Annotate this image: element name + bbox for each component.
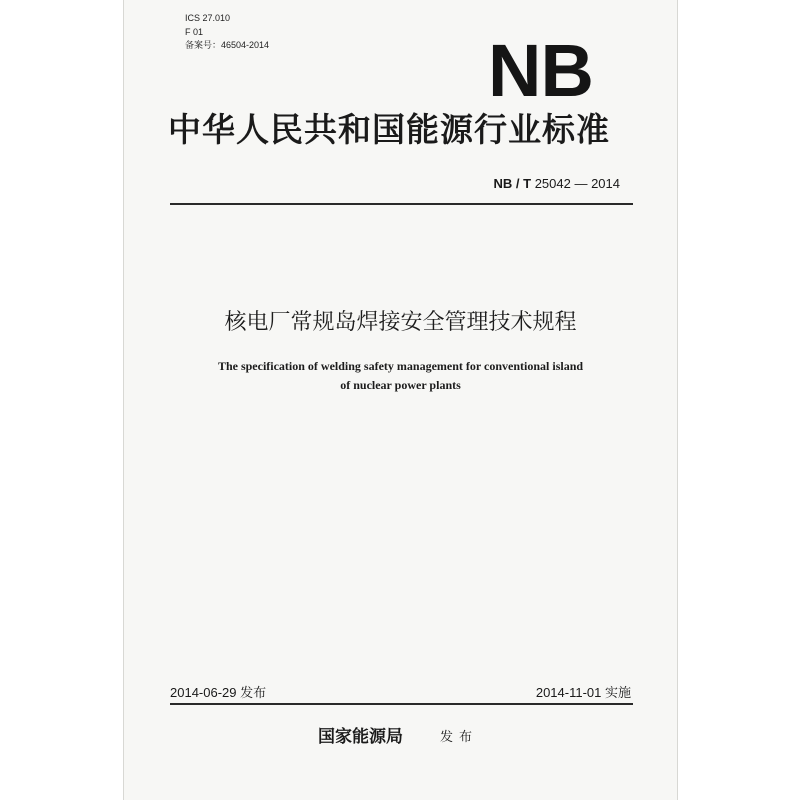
class-code: F 01 <box>185 26 204 37</box>
document-title-en-line2: of nuclear power plants <box>340 378 461 392</box>
document-title-en <box>123 357 678 395</box>
issue-date: 2014-06-29 发布 <box>170 685 267 700</box>
standard-code <box>494 175 620 193</box>
record-number: 备案号：46504-2014 <box>185 40 270 50</box>
publisher-action: 发布 <box>440 730 479 745</box>
date-row <box>170 684 633 702</box>
top-divider <box>170 203 633 205</box>
effective-date: 2014-11-01 实施 <box>535 685 631 700</box>
bottom-divider <box>170 703 633 705</box>
ics-code: ICS 27.010 <box>185 13 231 23</box>
document-title-cn: 核电厂常规岛焊接安全管理技术规程 <box>224 310 577 335</box>
publisher-name: 国家能源局 <box>318 727 403 747</box>
standard-category-title: 中华人民共和国能源行业标准 <box>168 110 610 149</box>
document-title-en-line1: The specification of welding safety management for conventional island <box>217 359 584 373</box>
standard-code-number: 25042 — 2014 <box>534 176 620 191</box>
classification-block <box>185 12 269 53</box>
standard-code-prefix: NB / T <box>493 176 532 191</box>
nb-logo: NB <box>488 29 593 112</box>
